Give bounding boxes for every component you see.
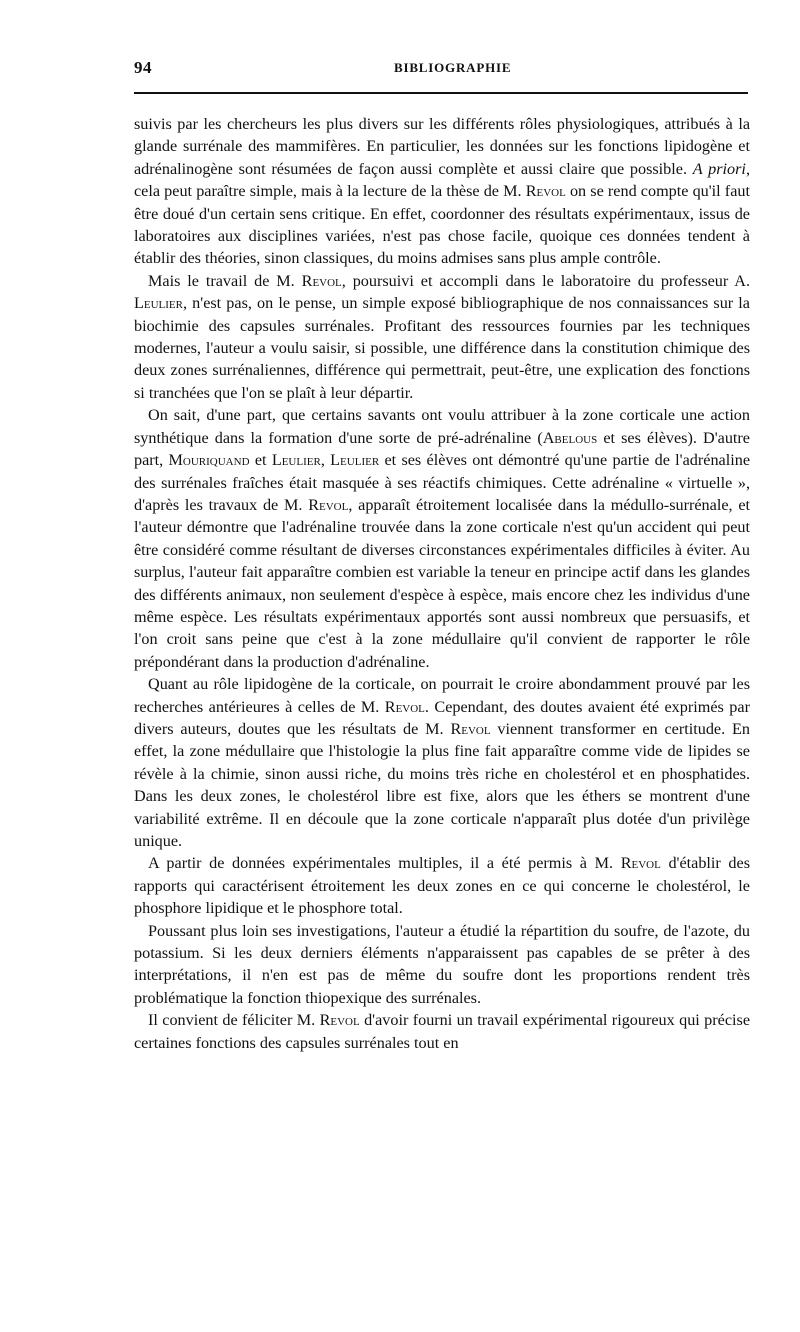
author-name: Abelous: [542, 428, 598, 447]
text-segment: Quant au rôle lipidogène de la corticale, on pourrait le croire abondamment prouvé par les recherches antérieures à celles de M.: [134, 675, 750, 716]
author-name: Revol: [319, 1011, 360, 1030]
body-text: [134, 113, 750, 1054]
text-segment: Poussant plus loin ses investigations, l'auteur a étudié la répartition du soufre, de l'azote, du potassium. Si les deux derniers éléments n'apparaissent pas capables de se prêter à des interprétations, il n'en est pas de même du soufre dont les proportions rendent très problématique la fonction thiopexique des surrénales.: [134, 921, 750, 1007]
text-segment: et ses élèves). D'autre part,: [134, 428, 750, 470]
text-segment: d'établir des rapports qui caractérisent étroitement les deux zones en ce qui concerne le cholestérol, le phosphore lipidique et le phosphore total.: [134, 854, 750, 918]
author-name: Revol: [525, 182, 566, 201]
text-segment: , apparaît étroitement localisée dans la médullo-surrénale, et l'auteur démontre que l'adrénaline trouvée dans la zone corticale n'est qu'un accident qui peut être considéré comme résultant de diverses circonstances expérimentales difficiles à éviter. Au surplus, l'auteur fait apparaître combien est variable la teneur en principe actif dans les glandes des différents animaux, non seulement d'espèce à espèce, mais encore chez les individus d'une même espèce. Les résultats expérimentaux apportés sont aussi nombreux que persuasifs, et l'on croit sans peine que c'est à la zone médullaire qu'il convient de rapporter le rôle prépondérant dans la production d'adrénaline.: [134, 495, 750, 671]
text-segment: d'avoir fourni un travail expérimental rigoureux qui précise certaines fonctions des capsules surrénales tout en: [134, 1011, 751, 1052]
text-segment: A partir de données expérimentales multiples, il a été permis à M.: [148, 854, 621, 873]
text-segment: , cela peut paraître simple, mais à la lecture de la thèse de M.: [134, 159, 750, 201]
text-segment: . Cependant, des doutes avaient été exprimés par divers auteurs, doutes que les résultats de M.: [134, 697, 750, 738]
text-segment: On sait, d'une part, que certains savants ont voulu attribuer à la zone corticale une action synthétique dans la formation d'une sorte de pré-adrénaline (: [134, 406, 750, 447]
author-name: Revol: [384, 697, 425, 716]
text-segment: , poursuivi et accompli dans le laboratoire du professeur A.: [341, 271, 750, 290]
author-name: Revol: [301, 271, 342, 290]
text-segment: , n'est pas, on le pense, un simple exposé bibliographique de nos connaissances sur la biochimie des capsules surrénales. Profitant des ressources fournies par les techniques modernes, l'auteur a voulu saisir, si possible, une différence dans la constitution chimique des deux zones surrénaliennes, différence qui permettrait, peut-être, une explication des fonctions si tranchées que l'on se plaît à leur départir.: [134, 294, 750, 402]
text-segment: Mais le travail de M.: [148, 271, 302, 290]
author-name: Revol: [450, 719, 491, 738]
header-rule: [134, 92, 748, 94]
author-name: Revol: [308, 495, 349, 514]
text-segment: ,: [320, 451, 331, 470]
paragraph: [134, 270, 750, 404]
paragraph: [134, 920, 750, 1010]
paragraph: [134, 673, 750, 852]
paragraph: [134, 404, 750, 673]
page-header: [134, 58, 748, 82]
text-segment: et ses élèves ont démontré qu'une partie de l'adrénaline des surrénales fraîches était masquée à ses réactifs chimiques. Cette adrénaline « virtuelle », d'après les travaux de M.: [134, 451, 751, 514]
author-name: Mouriquand: [168, 451, 250, 470]
text-segment: Il convient de féliciter M.: [148, 1011, 320, 1030]
paragraph: [134, 852, 750, 919]
page-number: 94: [134, 58, 152, 77]
author-name: Leulier: [271, 451, 321, 470]
text-segment: suivis par les chercheurs les plus divers sur les différents rôles physiologiques, attribués à la glande surrénale des mammifères. En particulier, les données sur les fonctions lipidogène et adrénalinogène sont résumées de façon aussi complète et aussi claire que possible.: [134, 115, 750, 178]
author-name: Leulier: [134, 294, 183, 313]
author-name: Leulier: [330, 451, 380, 470]
running-head: BIBLIOGRAPHIE: [394, 60, 512, 75]
author-name: Revol: [620, 854, 661, 873]
text-segment: on se rend compte qu'il faut être doué d'un certain sens critique. En effet, coordonner des résultats expérimentaux, issus de laboratoires aux disciplines variées, n'est pas chose facile, quoique ces données tendent à établir des théories, sinon classiques, du moins admises sans plus ample contrôle.: [134, 182, 750, 268]
text-segment: et: [249, 451, 272, 470]
italic-text: A priori: [692, 159, 746, 178]
text-segment: viennent transformer en certitude. En effet, la zone médullaire que l'histologie la plus fine fait apparaître comme vide de lipides se révèle à la chimie, sinon aussi riche, du moins très riche en cholestérol et en phosphatides. Dans les deux zones, le cholestérol libre est fixe, alors que les éthers se montrent d'une variabilité extrême. Il en découle que la zone corticale n'apparaît plus dotée d'un privilège unique.: [134, 719, 750, 850]
paragraph: [134, 113, 750, 270]
paragraph: [134, 1009, 750, 1054]
